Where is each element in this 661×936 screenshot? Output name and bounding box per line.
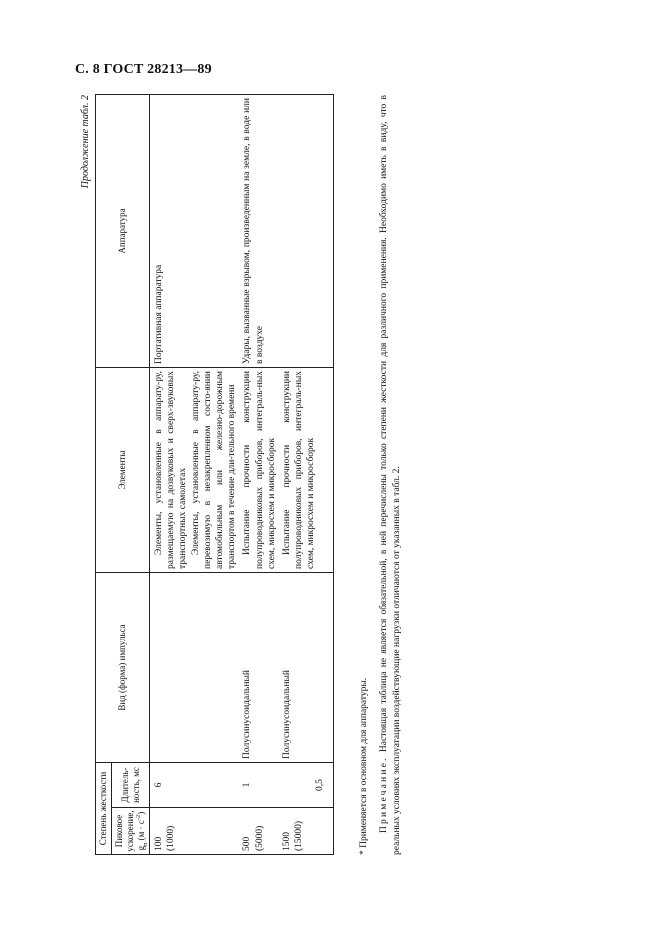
cell-elements: Испытание прочности конструкции полупроводниковых приборов, интеграль-ных схем, микросхем и микросборок <box>278 368 333 573</box>
elements-paragraph: Элементы, установленные в аппарату-ру, размещаемую на дозвуковых и сверх-звуковых транспортных самолетах <box>154 371 189 569</box>
table-note <box>378 95 404 855</box>
table-row <box>238 95 278 855</box>
cell-pulse: Полусинусоидальный <box>238 573 278 763</box>
cell-elements <box>150 368 239 573</box>
header-elements: Элементы <box>96 368 150 573</box>
table-row <box>150 95 239 855</box>
header-duration: Длитель-ность, мс <box>112 763 150 808</box>
severity-table <box>95 94 334 855</box>
table-continuation-label: Продолжение табл. 2 <box>80 95 91 189</box>
note-label: Примечание. <box>379 756 389 833</box>
cell-duration: 6 <box>150 763 239 808</box>
cell-elements: Испытание прочности конструкции полупроводниковых приборов, интеграль-ных схем, микросхем и микросборок <box>238 368 278 573</box>
cell-apparatus <box>278 95 333 368</box>
cell-peak: 500 (5000) <box>238 808 278 855</box>
cell-pulse <box>150 573 239 763</box>
cell-pulse: Полусинусоидальный <box>278 573 333 763</box>
header-peak: Пиковое ускорение, $g_n$ $(м \cdot с^{-2})$ <box>112 808 150 855</box>
table-footnote: * Применяется в основном для аппаратуры. <box>359 677 369 855</box>
cell-peak: 100 (1000) <box>150 808 239 855</box>
cell-peak: 1500 (15000) <box>278 808 333 855</box>
note-text: Настоящая таблица не является обязательной, в ней перечислены только степени жесткости для различного применения. Необходимо иметь в виду, что в реальных условиях эксплуатации воздействующие нагрузки отличаются от указанных в табл. 2. <box>379 94 402 855</box>
header-severity-group: Степень жесткости <box>96 763 112 855</box>
cell-apparatus: Портативная аппаратура <box>150 95 239 368</box>
rotated-page-content <box>80 95 420 855</box>
table-row <box>278 95 333 855</box>
elements-paragraph: Элементы, установленные в аппарату-ру, перевозимую в незакрепленном состо-янии автомобильным или железно-дорожным транспортом в течение дли-тельного времени <box>190 371 238 569</box>
header-apparatus: Аппаратура <box>96 95 150 368</box>
cell-duration: 0,5 <box>278 763 333 808</box>
header-pulse: Вид (форма) импульса <box>96 573 150 763</box>
cell-apparatus: Удары, вызванные взрывом, произведенным на земле, в воде или в воздухе <box>238 95 278 368</box>
page-header: С. 8 ГОСТ 28213—89 <box>75 62 212 77</box>
cell-duration: 1 <box>238 763 278 808</box>
